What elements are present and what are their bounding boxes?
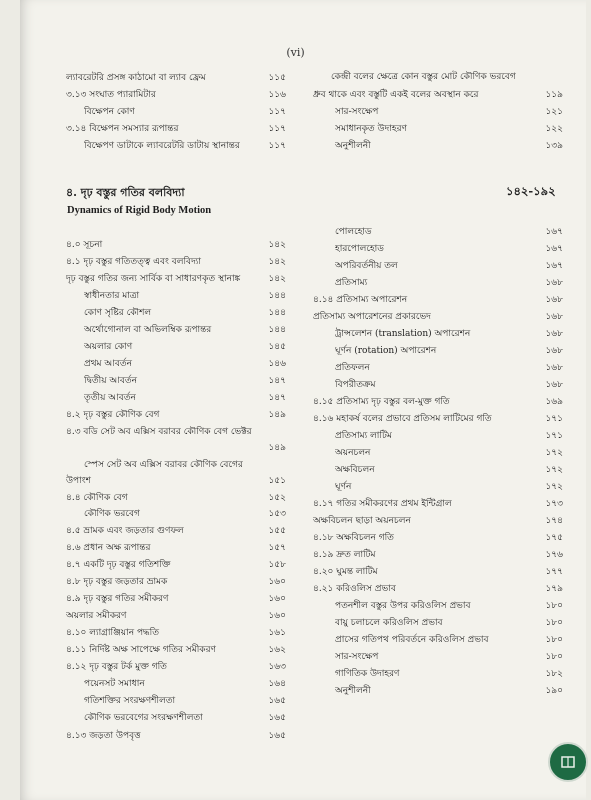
toc-entry-title: হারপোলহোড bbox=[335, 244, 384, 254]
toc-entry bbox=[84, 507, 286, 522]
toc-entry-page: ১৪৭ bbox=[268, 376, 286, 386]
toc-entry-title: পয়েনসট সমাধান bbox=[84, 679, 145, 689]
toc-entry-title: বায়ু চলাচলে করিওলিস প্রভাব bbox=[335, 618, 443, 628]
toc-entry bbox=[66, 660, 286, 675]
toc-entry-title: ধ্রুব থাকে এবং বস্তুটি একই বলের অবস্থান করে bbox=[313, 90, 479, 100]
toc-entry bbox=[66, 541, 286, 556]
toc-entry-page: ১৪৭ bbox=[268, 393, 286, 403]
toc-entry-title: ৪.১১ নির্দিষ্ট অক্ষ সাপেক্ষে গতির সমীকরণ bbox=[66, 645, 216, 655]
toc-entry bbox=[84, 340, 286, 355]
toc-entry bbox=[335, 480, 563, 495]
toc-entry-title: ৩.১৩ সংঘাত প্যারামিটার bbox=[66, 90, 156, 100]
toc-entry bbox=[66, 592, 286, 607]
toc-entry-page: ১১৯ bbox=[545, 90, 563, 100]
toc-entry bbox=[335, 667, 563, 682]
toc-entry bbox=[331, 70, 563, 85]
toc-entry-page: ১৭৬ bbox=[545, 550, 563, 560]
toc-entry-title: ৪.০ সূচনা bbox=[66, 240, 103, 250]
book-seal-icon bbox=[558, 752, 578, 772]
toc-entry-page: ১৬২ bbox=[268, 645, 286, 655]
toc-entry-page: ১৬৫ bbox=[268, 713, 286, 723]
toc-entry-page: ১৬৮ bbox=[545, 278, 563, 288]
toc-entry-page: ১৪৫ bbox=[268, 342, 286, 352]
toc-entry bbox=[84, 139, 286, 154]
toc-entry-title: ৪.৩ বডি সেট অব এক্সিস বরাবর কৌণিক বেগ ভেক্টর bbox=[66, 427, 252, 437]
toc-entry bbox=[84, 694, 286, 709]
toc-entry-title: বিক্ষেপণ ডাটাকে ল্যাবরেটরি ডাটায় স্থানান্তর bbox=[84, 141, 240, 151]
toc-entry-title: পতনশীল বস্তুর উপর করিওলিস প্রভাব bbox=[335, 601, 471, 611]
toc-entry-title: ৪.১ দৃঢ় বস্তুর গতিতত্ত্ব এবং বলবিদ্যা bbox=[66, 257, 202, 267]
toc-entry bbox=[335, 650, 563, 665]
toc-entry-title: ৪.২১ করিওলিস প্রভাব bbox=[313, 584, 396, 594]
toc-entry-title: ৪.১৫ প্রতিসাম্য দৃঢ় বস্তুর বল-মুক্ত গতি bbox=[313, 397, 450, 407]
toc-entry-page: ১৪২ bbox=[268, 257, 286, 267]
toc-entry-page: ১৭৩ bbox=[545, 499, 563, 509]
toc-entry bbox=[66, 558, 286, 573]
toc-entry-title: সার-সংক্ষেপ bbox=[335, 107, 379, 117]
toc-entry-page: ১৮০ bbox=[545, 618, 563, 628]
toc-entry bbox=[66, 575, 286, 590]
toc-entry-title: ৩.১৪ বিক্ষেপন সমস্যার রূপান্তর bbox=[66, 124, 179, 134]
toc-entry-title: অনুশীলনী bbox=[335, 141, 371, 151]
toc-entry-title: স্বাধীনতার মাত্রা bbox=[84, 291, 140, 301]
chapter-page-range: ১৪২-১৯২ bbox=[506, 184, 556, 198]
toc-entry-title: ৪.২ দৃঢ় বস্তুর কৌণিক বেগ bbox=[66, 410, 160, 420]
toc-entry bbox=[313, 531, 563, 546]
toc-entry-page: ১৬৯ bbox=[545, 397, 563, 407]
toc-entry bbox=[313, 497, 563, 512]
publisher-logo bbox=[548, 742, 588, 782]
toc-entry-title: ৪.১২ দৃঢ় বস্তুর টর্ক মুক্ত গতি bbox=[66, 662, 167, 672]
toc-entry-page: ১১৭ bbox=[268, 107, 286, 117]
toc-entry-title: কোণ সৃষ্টির কৌশল bbox=[84, 308, 152, 318]
toc-entry bbox=[84, 357, 286, 372]
toc-entry bbox=[313, 412, 563, 427]
toc-entry bbox=[335, 684, 563, 699]
toc-entry-page: ১৩৯ bbox=[545, 141, 563, 151]
toc-entry-title: ৪.১৩ জড়তা উপবৃত্ত bbox=[66, 731, 141, 741]
toc-entry bbox=[313, 310, 563, 325]
toc-entry-page: ১৫২ bbox=[268, 493, 286, 503]
toc-entry-page: ১৫১ bbox=[268, 476, 286, 486]
toc-entry bbox=[313, 582, 563, 597]
toc-entry-title: ৪.১৬ মহাকর্ষ বলের প্রভাবে প্রতিসম লাটিমের গতি bbox=[313, 414, 492, 424]
toc-entry bbox=[66, 238, 286, 253]
toc-entry-title: ঘূর্ণন (rotation) অপারেশন bbox=[335, 346, 437, 356]
toc-entry-page: ১৪৬ bbox=[268, 359, 286, 369]
toc-entry-title: অয়নচলন bbox=[335, 448, 371, 458]
toc-entry-page: ১৫৫ bbox=[268, 526, 286, 536]
toc-entry bbox=[313, 548, 563, 563]
toc-entry-title: কৌণিক ভরবেগের সংরক্ষণশীলতা bbox=[84, 713, 203, 723]
toc-entry-title: প্রথম আবর্তন bbox=[84, 359, 133, 369]
toc-entry-page: ১৪৪ bbox=[268, 325, 286, 335]
toc-entry-page: ১৭২ bbox=[545, 482, 563, 492]
toc-entry-title: কৌণিক ভরবেগ bbox=[84, 509, 140, 519]
toc-entry bbox=[335, 225, 563, 240]
toc-entry-page: ১১৭ bbox=[268, 124, 286, 134]
toc-entry-title: অয়লার সমীকরণ bbox=[66, 611, 127, 621]
toc-entry-page: ১৮০ bbox=[545, 652, 563, 662]
toc-entry-title: ৪.৬ প্রধান অক্ষ রূপান্তর bbox=[66, 543, 151, 553]
toc-entry bbox=[313, 88, 563, 103]
toc-entry-title: অক্ষবিচলন bbox=[335, 465, 375, 475]
toc-entry-page: ১৬৫ bbox=[268, 696, 286, 706]
page-number: (vi) bbox=[286, 46, 305, 59]
toc-entry bbox=[84, 711, 286, 726]
toc-entry-page: ১৭৯ bbox=[545, 584, 563, 594]
toc-entry bbox=[66, 474, 286, 489]
toc-entry-title: ৪.১০ ল্যাগ্রাঞ্জিয়ান পদ্ধতি bbox=[66, 628, 159, 638]
toc-entry-page: ১২১ bbox=[545, 107, 563, 117]
toc-entry bbox=[335, 122, 563, 137]
toc-entry-title: প্রতিসাম্য bbox=[335, 278, 368, 288]
toc-entry-page: ১৪৯ bbox=[268, 410, 286, 420]
toc-entry-page: ১৬৮ bbox=[545, 329, 563, 339]
toc-entry-page: ১৪৯ bbox=[268, 443, 286, 453]
toc-entry bbox=[84, 374, 286, 389]
toc-entry bbox=[335, 446, 563, 461]
toc-entry-page: ১৯০ bbox=[545, 686, 563, 696]
toc-entry-page: ১৬০ bbox=[268, 577, 286, 587]
toc-entry bbox=[66, 626, 286, 641]
toc-entry-page: ১৬৮ bbox=[545, 312, 563, 322]
toc-entry bbox=[84, 458, 286, 473]
toc-entry-title: বিপরীতক্রম bbox=[335, 380, 376, 390]
toc-entry-title: অনুশীলনী bbox=[335, 686, 371, 696]
toc-entry bbox=[66, 729, 286, 744]
toc-entry bbox=[335, 105, 563, 120]
toc-entry bbox=[84, 105, 286, 120]
toc-entry-title: সমাধানকৃত উদাহরণ bbox=[335, 124, 407, 134]
toc-entry-title: তৃতীয় আবর্তন bbox=[84, 393, 136, 403]
toc-entry bbox=[66, 425, 286, 440]
toc-entry bbox=[66, 609, 286, 624]
toc-entry-page: ১৪২ bbox=[268, 274, 286, 284]
toc-entry-title: ৪.১৪ প্রতিসাম্য অপারেশন bbox=[313, 295, 408, 305]
toc-entry-page: ১১৫ bbox=[268, 73, 286, 83]
toc-entry-title: প্রাসের গতিপথ পরিবর্তনে করিওলিস প্রভাব bbox=[335, 635, 489, 645]
toc-entry bbox=[335, 463, 563, 478]
toc-entry-page: ১৬৮ bbox=[545, 346, 563, 356]
toc-entry bbox=[335, 242, 563, 257]
toc-entry-page: ১৮২ bbox=[545, 669, 563, 679]
toc-entry-title: বিক্ষেপন কোণ bbox=[84, 107, 135, 117]
toc-entry-title: ৪.১৭ গতির সমীকরণের প্রথম ইন্টিগ্রাল bbox=[313, 499, 452, 509]
toc-entry-title: অয়লার কোণ bbox=[84, 342, 133, 352]
toc-entry bbox=[335, 139, 563, 154]
toc-entry-page: ১৭৪ bbox=[545, 516, 563, 526]
toc-entry-title: ঘূর্ণন bbox=[335, 482, 352, 492]
toc-entry-page: ১৬৩ bbox=[268, 662, 286, 672]
toc-entry-page: ১৬৭ bbox=[545, 244, 563, 254]
toc-entry-page: ১২২ bbox=[545, 124, 563, 134]
toc-entry-title: ৪.৮ দৃঢ় বস্তুর জড়তার ভ্রামক bbox=[66, 577, 168, 587]
toc-entry bbox=[335, 616, 563, 631]
toc-entry bbox=[66, 122, 286, 137]
toc-entry bbox=[335, 633, 563, 648]
toc-entry bbox=[84, 289, 286, 304]
toc-entry-page: ১৭১ bbox=[545, 431, 563, 441]
toc-entry bbox=[66, 408, 286, 423]
toc-entry-title: স্পেস সেট অব এক্সিস বরাবর কৌণিক বেগের bbox=[84, 460, 243, 470]
toc-entry bbox=[335, 327, 563, 342]
toc-entry-title: ল্যাবরেটরি প্রসঙ্গ কাঠামো বা ল্যাব ফ্রেম bbox=[66, 73, 206, 83]
toc-entry-page: ১৭২ bbox=[545, 465, 563, 475]
toc-entry-page: ১৮০ bbox=[545, 601, 563, 611]
toc-entry bbox=[66, 491, 286, 506]
toc-entry bbox=[335, 429, 563, 444]
toc-entry-title: অক্ষবিচলন ছাড়া অয়নচলন bbox=[313, 516, 411, 526]
toc-entry-page: ১৮০ bbox=[545, 635, 563, 645]
toc-entry-title: দৃঢ় বস্তুর গতির জন্য সার্বিক বা সাধারণকৃত স্থানাঙ্ক bbox=[66, 274, 241, 284]
chapter-title: ৪. দৃঢ় বস্তুর গতির বলবিদ্যা bbox=[66, 186, 185, 199]
toc-entry-title: ৪.৯ দৃঢ় বস্তুর গতির সমীকরণ bbox=[66, 594, 169, 604]
toc-entry-page: ১৬৮ bbox=[545, 363, 563, 373]
toc-entry bbox=[313, 565, 563, 580]
toc-entry-page: ১৬৪ bbox=[268, 679, 286, 689]
toc-entry-page: ১৭৫ bbox=[545, 533, 563, 543]
toc-entry-title: প্রতিসাম্য অপারেশনের প্রকারভেদ bbox=[313, 312, 431, 322]
toc-entry-page: ১৬০ bbox=[268, 594, 286, 604]
toc-entry bbox=[66, 272, 286, 287]
toc-entry-page: ১৫৩ bbox=[268, 509, 286, 519]
toc-entry bbox=[84, 391, 286, 406]
toc-entry-page: ১৫৮ bbox=[268, 560, 286, 570]
toc-entry-title: গতিশক্তির সংরক্ষণশীলতা bbox=[84, 696, 176, 706]
toc-entry-title: ৪.৪ কৌণিক বেগ bbox=[66, 493, 128, 503]
toc-entry-page: ১৬৭ bbox=[545, 227, 563, 237]
toc-entry-page: ১৬৫ bbox=[268, 731, 286, 741]
toc-entry-title: ৪.৫ ভ্রামক এবং জড়তার গুণফল bbox=[66, 526, 184, 536]
toc-entry-page: ১১৭ bbox=[268, 141, 286, 151]
toc-entry-page: ১৪৪ bbox=[268, 291, 286, 301]
toc-entry bbox=[66, 441, 286, 456]
toc-entry bbox=[313, 395, 563, 410]
toc-entry-page: ১৫৭ bbox=[268, 543, 286, 553]
toc-entry-page: ১৬০ bbox=[268, 611, 286, 621]
toc-entry bbox=[335, 378, 563, 393]
toc-entry-title: প্রতিফলন bbox=[335, 363, 370, 373]
toc-entry-page: ১৬১ bbox=[268, 628, 286, 638]
toc-entry-title: ৪.৭ একটি দৃঢ় বস্তুর গতিশক্তি bbox=[66, 560, 171, 570]
toc-entry-page: ১১৬ bbox=[268, 90, 286, 100]
toc-entry-page: ১৬৮ bbox=[545, 295, 563, 305]
toc-entry bbox=[84, 323, 286, 338]
toc-entry-page: ১৬৭ bbox=[545, 261, 563, 271]
toc-entry-page: ১৬৮ bbox=[545, 380, 563, 390]
toc-entry-title: ট্রান্সলেশন (translation) অপারেশন bbox=[335, 329, 471, 339]
toc-entry-title: অর্থোগোনাল বা অভিলম্বিক রূপান্তর bbox=[84, 325, 212, 335]
toc-entry-title: সার-সংক্ষেপ bbox=[335, 652, 379, 662]
toc-entry-title: প্রতিসাম্য লাটিম bbox=[335, 431, 392, 441]
toc-entry bbox=[335, 599, 563, 614]
toc-entry-title: অপরিবর্তনীয় তল bbox=[335, 261, 398, 271]
toc-entry bbox=[335, 259, 563, 274]
toc-entry-title: উপাংশ bbox=[66, 476, 91, 486]
toc-entry-title: কেন্দ্রী বলের ক্ষেত্রে কোন বস্তুর মোট কৌণিক ভরবেগ bbox=[331, 72, 516, 82]
toc-entry-title: ৪.১৯ দ্রুত লাটিম bbox=[313, 550, 376, 560]
toc-entry-page: ১৪২ bbox=[268, 240, 286, 250]
toc-entry-page: ১৭১ bbox=[545, 414, 563, 424]
toc-entry bbox=[84, 677, 286, 692]
toc-entry-title: পোলহোড bbox=[335, 227, 372, 237]
toc-entry-title: দ্বিতীয় আবর্তন bbox=[84, 376, 138, 386]
toc-entry bbox=[313, 514, 563, 529]
toc-entry bbox=[66, 643, 286, 658]
toc-entry bbox=[335, 361, 563, 376]
toc-entry-title: ৪.১৮ অক্ষবিচলন গতি bbox=[313, 533, 394, 543]
toc-entry bbox=[66, 88, 286, 103]
toc-entry-page: ১৭২ bbox=[545, 448, 563, 458]
toc-entry bbox=[66, 255, 286, 270]
toc-entry bbox=[313, 293, 563, 308]
toc-entry bbox=[335, 276, 563, 291]
toc-entry bbox=[66, 524, 286, 539]
toc-entry bbox=[66, 71, 286, 86]
toc-entry-page: ১৪৪ bbox=[268, 308, 286, 318]
toc-entry-title: ৪.২০ ঘুমন্ত লাটিম bbox=[313, 567, 378, 577]
toc-entry bbox=[335, 344, 563, 359]
toc-entry-page: ১৭৭ bbox=[545, 567, 563, 577]
toc-entry-title: গাণিতিক উদাহরণ bbox=[335, 669, 400, 679]
chapter-title-english: Dynamics of Rigid Body Motion bbox=[67, 205, 212, 216]
toc-entry bbox=[84, 306, 286, 321]
